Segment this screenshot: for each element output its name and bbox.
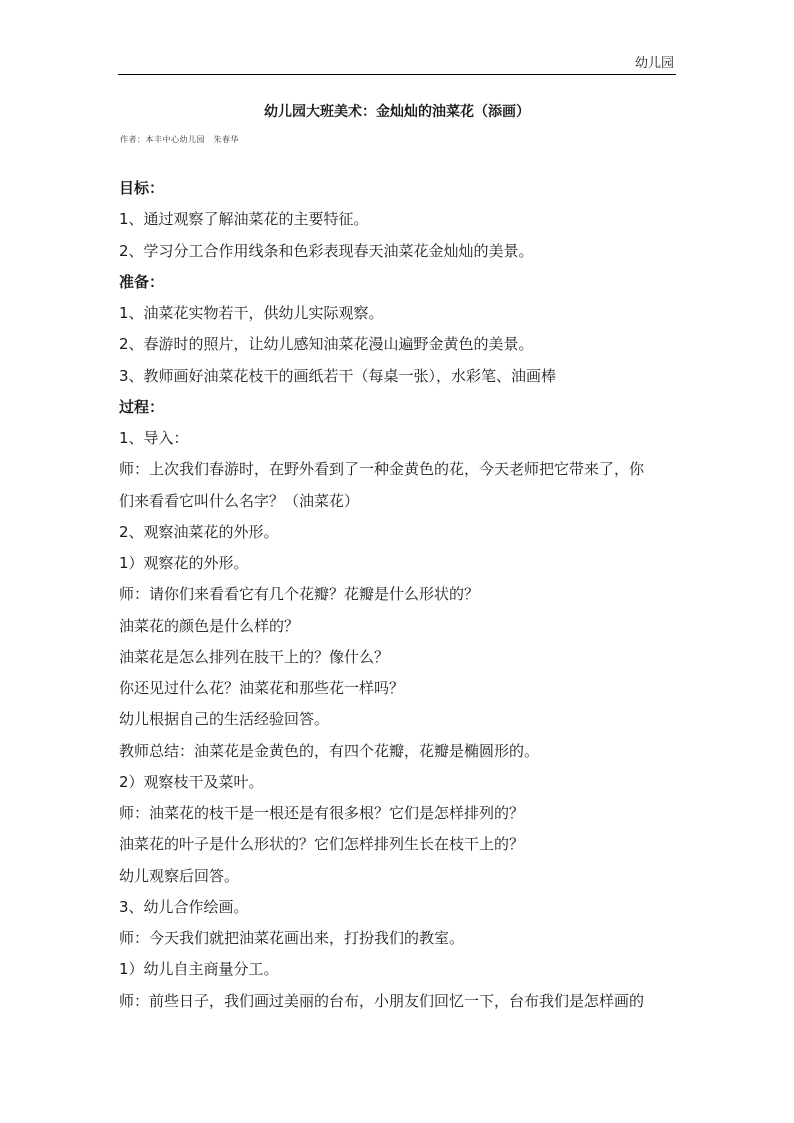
- paragraph-line: 师：请你们来看看它有几个花瓣？花瓣是什么形状的？: [119, 585, 480, 604]
- paragraph-line: 3、幼儿合作绘画。: [119, 897, 249, 916]
- paragraph-line: 油菜花的叶子是什么形状的？它们怎样排列生长在枝干上的？: [119, 835, 525, 854]
- paragraph-line: 幼儿根据自己的生活经验回答。: [119, 710, 330, 729]
- paragraph-line: 1、油菜花实物若干，供幼儿实际观察。: [119, 304, 384, 322]
- paragraph-line: 师：油菜花的枝干是一根还是有很多根？它们是怎样排列的？: [119, 804, 525, 822]
- paragraph-line: 2、春游时的照片，让幼儿感知油菜花漫山遍野金黄色的美景。: [119, 335, 534, 354]
- section-heading: 准备：: [119, 272, 165, 291]
- document-title: 幼儿园大班美术：金灿灿的油菜花（添画）: [264, 104, 530, 120]
- paragraph-line: 教师总结：油菜花是金黄色的，有四个花瓣，花瓣是椭圆形的。: [119, 741, 540, 760]
- paragraph-line: 1、通过观察了解油菜花的主要特征。: [119, 210, 369, 229]
- paragraph-line: 油菜花是怎么排列在肢干上的？像什么？: [119, 647, 390, 666]
- section-heading: 过程：: [119, 397, 165, 416]
- paragraph-line: 你还见过什么花？油菜花和那些花一样吗？: [119, 679, 405, 697]
- paragraph-line: 师：上次我们春游时，在野外看到了一种金黄色的花，今天老师把它带来了，你: [119, 460, 645, 479]
- document-body: [119, 177, 679, 1021]
- paragraph-line: 2、观察油菜花的外形。: [119, 522, 279, 541]
- paragraph-line: 们来看看它叫什么名字？（油菜花）: [119, 491, 360, 510]
- document-author: 作者：本丰中心幼儿园 朱春华: [120, 135, 239, 144]
- paragraph-line: 2）观察枝干及菜叶。: [119, 772, 264, 791]
- paragraph-line: 1、导入：: [119, 429, 189, 447]
- paragraph-line: 1）幼儿自主商量分工。: [119, 960, 279, 979]
- paragraph-line: 3、教师画好油菜花枝干的画纸若干（每桌一张），水彩笔、油画棒: [119, 366, 557, 385]
- paragraph-line: 油菜花的颜色是什么样的？: [119, 616, 300, 635]
- paragraph-line: 师：今天我们就把油菜花画出来，打扮我们的教室。: [119, 929, 465, 947]
- paragraph-line: 幼儿观察后回答。: [119, 866, 240, 885]
- section-heading: 目标：: [119, 179, 165, 197]
- header-text: 幼儿园: [634, 56, 674, 71]
- paragraph-line: 2、学习分工合作用线条和色彩表现春天油菜花金灿灿的美景。: [119, 241, 534, 260]
- paragraph-line: 1）观察花的外形。: [119, 554, 249, 572]
- page-header: [118, 56, 676, 75]
- paragraph-line: 师：前些日子，我们画过美丽的台布，小朋友们回忆一下，台布我们是怎样画的: [119, 991, 645, 1010]
